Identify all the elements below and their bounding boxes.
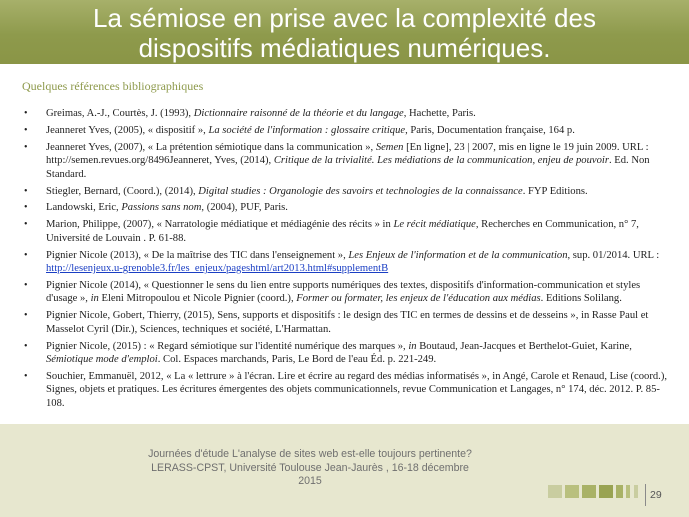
bullet-icon: • bbox=[24, 202, 28, 214]
reference-post: , Hachette, Paris. bbox=[403, 108, 476, 119]
reference-pre: Pignier Nicole, (2015) : « Regard sémiotique sur l'identité numérique des marques », bbox=[46, 340, 409, 352]
reference-em: La société de l'information : glossaire critique bbox=[208, 124, 406, 136]
reference-em: Semen bbox=[375, 141, 404, 153]
reference-mid: Eleni Mitropoulou et Nicole Pignier (coord.), bbox=[98, 293, 297, 305]
reference-item bbox=[24, 107, 674, 120]
reference-item bbox=[24, 141, 674, 181]
reference-post: . Col. Espaces marchands, Paris, Le Bord de l'eau Éd. p. 221-249. bbox=[157, 354, 437, 365]
reference-em: Digital studies : Organologie des savoirs et technologies de la connaissance bbox=[198, 185, 523, 197]
reference-em: Passions sans nom bbox=[121, 202, 202, 214]
page-number-separator bbox=[645, 484, 646, 506]
reference-post: . FYP Editions. bbox=[522, 185, 588, 197]
reference-pre: Souchier, Emmanuël, 2012, « La « lettrure » à l'écran. Lire et écrire au regard des médias informatisés », in Angé, Carole et Renaud, Lise (coord.), Signes, objets et pratiques. Les écritures émergentes des objets communicationnels, revue Communication et Langages, n° 174, déc. 2012. P. 85-108. bbox=[46, 370, 667, 409]
reference-post: . Ed. Non Standard. bbox=[46, 155, 650, 180]
reference-link[interactable]: http://lesenjeux.u-grenoble3.fr/les_enjeux/pageshtml/art2013.html#supplementB bbox=[46, 263, 389, 275]
reference-em2: Former ou formater, les enjeux de l'éducation aux médias bbox=[296, 293, 541, 305]
footer-text bbox=[120, 448, 500, 489]
reference-list bbox=[24, 107, 674, 414]
bullet-icon: • bbox=[24, 141, 28, 153]
reference-pre: Jeanneret Yves, (2005), « dispositif », bbox=[46, 124, 209, 136]
reference-pre: Pignier Nicole, Gobert, Thierry, (2015), Sens, supports et dispositifs : le design des TIC en termes de dessins et de desseins », in Rasse Paul et Masselot Cyril (Dir.), Sciences, techniques et société, L'Harmattan. bbox=[46, 310, 649, 335]
bullet-icon: • bbox=[24, 108, 28, 119]
reference-mid: Boutaud, Jean-Jacques et Berthelot-Guiet, Karine, bbox=[416, 340, 632, 352]
slide-title-line-1: La sémiose en prise avec la complexité des bbox=[93, 3, 596, 33]
reference-post: , Paris, Documentation française, 164 p. bbox=[405, 124, 575, 136]
reference-item bbox=[24, 185, 674, 198]
bullet-icon: • bbox=[24, 249, 28, 261]
reference-item bbox=[24, 249, 674, 276]
reference-post: . Editions Solilang. bbox=[540, 293, 622, 305]
footer-line-2: LERASS-CPST, Université Toulouse Jean-Jaurès , 16-18 décembre bbox=[151, 461, 469, 474]
bullet-icon: • bbox=[24, 185, 28, 197]
reference-item bbox=[24, 309, 674, 336]
reference-item bbox=[24, 201, 674, 214]
reference-item bbox=[24, 218, 674, 245]
reference-em: Les Enjeux de l'information et de la communication bbox=[348, 249, 568, 261]
reference-pre: Landowski, Eric, bbox=[46, 202, 122, 214]
reference-em: in bbox=[90, 293, 99, 305]
reference-em2: Sémiotique mode d'emploi bbox=[46, 354, 158, 365]
reference-item bbox=[24, 370, 674, 410]
footer-line-3: 2015 bbox=[298, 475, 322, 488]
bullet-icon: • bbox=[24, 310, 28, 322]
bullet-icon: • bbox=[24, 219, 28, 231]
reference-post: , (2004), PUF, Paris. bbox=[201, 202, 288, 214]
bullet-icon: • bbox=[24, 124, 28, 136]
footer-line-1: Journées d'étude L'analyse de sites web est-elle toujours pertinente? bbox=[148, 448, 472, 460]
reference-pre: Greimas, A.-J., Courtès, J. (1993), bbox=[46, 108, 194, 119]
reference-em: Dictionnaire raisonné de la théorie et du langage bbox=[193, 108, 404, 119]
reference-item bbox=[24, 279, 674, 306]
reference-pre: Marion, Philippe, (2007), « Narratologie médiatique et médiagénie des récits » in bbox=[46, 219, 394, 231]
bullet-icon: • bbox=[24, 279, 28, 291]
slide-title-line-2: dispositifs médiatiques numériques. bbox=[138, 33, 551, 63]
reference-pre: Pignier Nicole (2014), « Questionner le sens du lien entre supports numériques des textes, dispositifs d'information-communication et styles d'usage », bbox=[46, 279, 641, 305]
bullet-icon: • bbox=[24, 340, 28, 352]
reference-mid: [En ligne], 23 | 2007, mis en ligne le 19 juin 2009. URL : http://semen.revues.org/8496Jeanneret, Yves, (2014), bbox=[46, 141, 649, 167]
reference-mid: , sup. 01/2014. URL : bbox=[567, 249, 660, 261]
reference-pre: Pignier Nicole (2013), « De la maîtrise des TIC dans l'enseignement », bbox=[46, 249, 349, 261]
page-number: 29 bbox=[650, 489, 662, 501]
reference-em2: Critique de la trivialité. Les médiations de la communication, enjeu de pouvoir bbox=[273, 155, 609, 167]
slide-header bbox=[0, 0, 689, 64]
bullet-icon: • bbox=[24, 370, 28, 382]
slide-title bbox=[20, 3, 669, 63]
reference-item bbox=[24, 340, 674, 367]
reference-item bbox=[24, 124, 674, 137]
reference-pre: Stiegler, Bernard, (Coord.), (2014), bbox=[46, 185, 199, 197]
reference-em: in bbox=[408, 340, 417, 352]
reference-pre: Jeanneret Yves, (2007), « La prétention sémiotique dans la communication », bbox=[46, 141, 376, 153]
reference-em: Le récit médiatique bbox=[393, 219, 476, 231]
reference-post: , Recherches en Communication, n° 7, Université de Louvain . P. 61-88. bbox=[46, 219, 639, 244]
section-title: Quelques références bibliographiques bbox=[22, 79, 204, 93]
